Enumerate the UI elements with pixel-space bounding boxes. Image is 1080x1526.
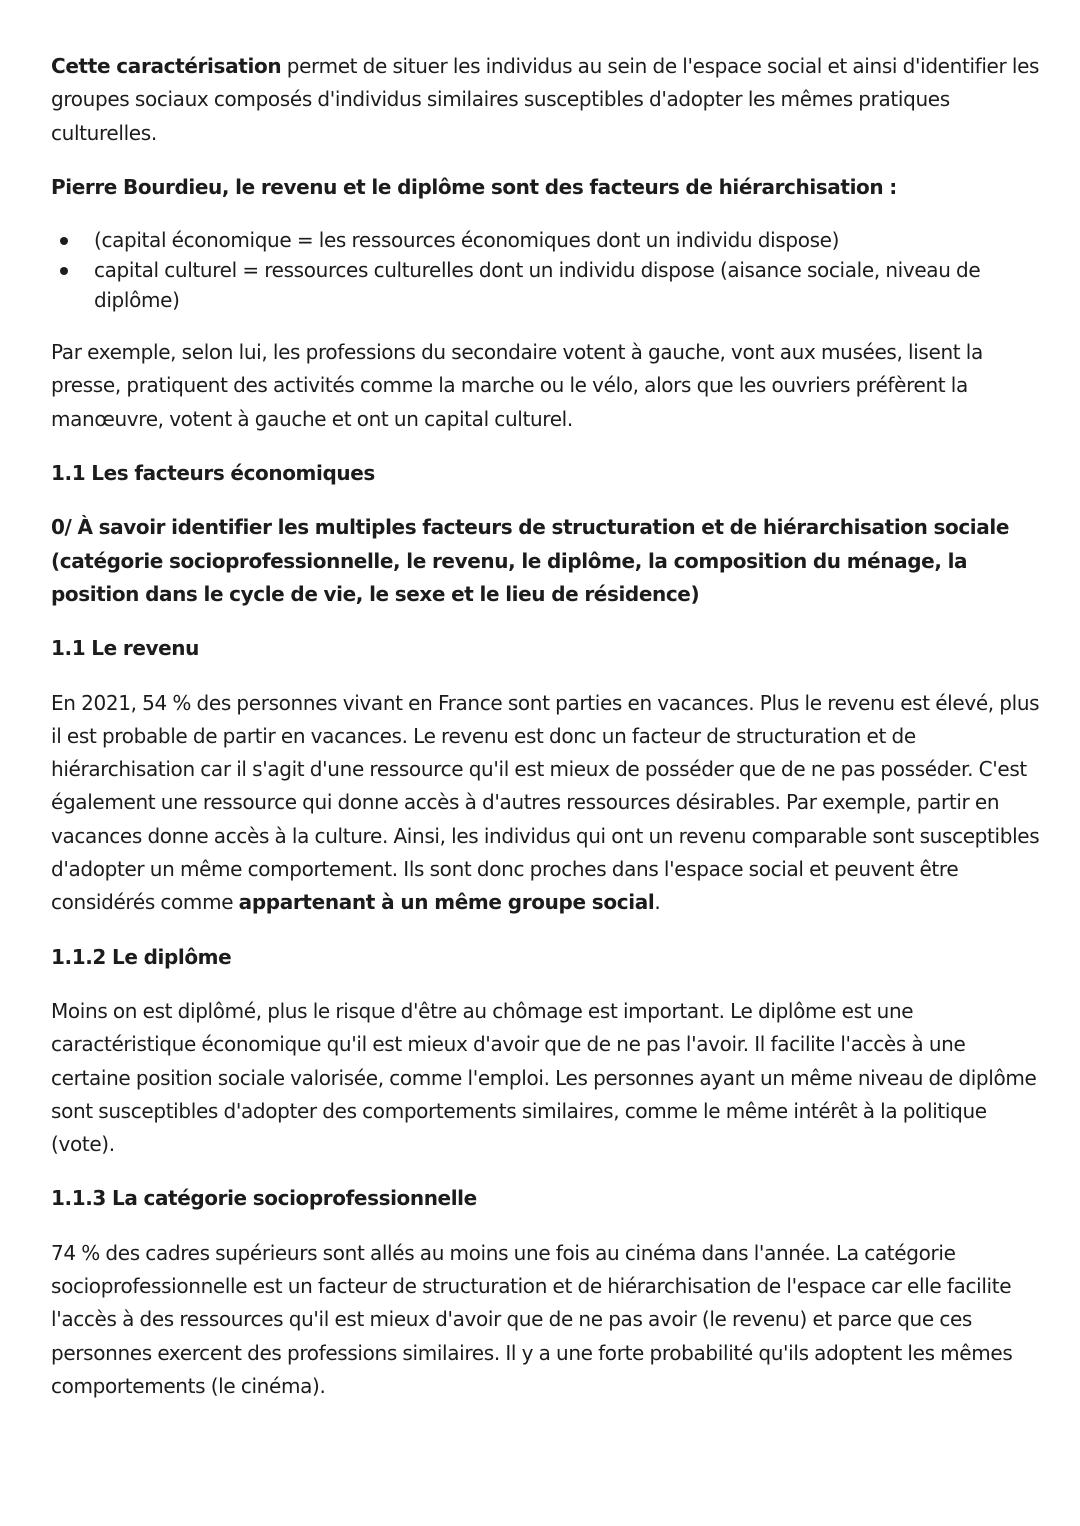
list-item xyxy=(94,255,1040,315)
revenu-bold-tail: appartenant à un même groupe social xyxy=(238,890,655,915)
bullet-icon xyxy=(60,267,68,275)
intro-text: permet de situer les individus au sein de l'espace social et ainsi d'identifier les groupes sociaux composés d'individus similaires susceptibles d'adopter les mêmes pratiques culturelles. xyxy=(51,54,1040,145)
capital-list xyxy=(51,225,1040,315)
intro-bold-lead: Cette caractérisation xyxy=(51,54,282,78)
list-item xyxy=(94,225,1040,255)
csp-paragraph: 74 % des cadres supérieurs sont allés au moins une fois au cinéma dans l'année. La catégorie socioprofessionnelle est un facteur de structuration et de hiérarchisation de l'espace car elle facilite l'accès à des ressources qu'il est mieux d'avoir que de ne pas avoir (le revenu) et parce que ces personnes exercent des professions similaires. Il y a une forte probabilité qu'ils adoptent les mêmes comportements (le cinéma). xyxy=(51,1240,1013,1398)
intro-paragraph xyxy=(51,50,1040,150)
list-item-text: (capital économique = les ressources économiques dont un individu dispose) xyxy=(94,228,840,253)
revenu-paragraph xyxy=(51,687,1040,920)
revenu-end: . xyxy=(654,890,661,915)
list-item-text: capital culturel = ressources culturelles dont un individu dispose (aisance sociale, niveau de diplôme) xyxy=(94,258,981,313)
bourdieu-heading: Pierre Bourdieu, le revenu et le diplôme sont des facteurs de hiérarchisation : xyxy=(51,174,897,199)
revenu-text: En 2021, 54 % des personnes vivant en France sont parties en vacances. Plus le revenu est élevé, plus il est probable de partir en vacances. Le revenu est donc un facteur de structuration et de hiérarchisation car il s'agit d'une ressource qu'il est mieux de posséder que de ne pas posséder. C'est également une ressource qui donne accès à d'autres ressources désirables. Par exemple, partir en vacances donne accès à la culture. Ainsi, les individus qui ont un revenu comparable sont susceptibles d'adopter un même comportement. Ils sont donc proches dans l'espace social et peuvent être considérés comme xyxy=(51,690,1040,915)
bullet-icon xyxy=(60,237,68,245)
csp-heading: 1.1.3 La catégorie socioprofessionnelle xyxy=(51,1186,477,1211)
diplome-paragraph: Moins on est diplômé, plus le risque d'être au chômage est important. Le diplôme est une caractéristique économique qu'il est mieux d'avoir que de ne pas l'avoir. Il facilite l'accès à une certaine position sociale valorisée, comme l'emploi. Les personnes ayant un même niveau de diplôme sont susceptibles d'adopter des comportements similaires, comme le même intérêt à la politique (vote). xyxy=(51,998,1037,1157)
diplome-heading: 1.1.2 Le diplôme xyxy=(51,944,232,969)
example-paragraph: Par exemple, selon lui, les professions du secondaire votent à gauche, vont aux musées, lisent la presse, pratiquent des activités comme la marche ou le vélo, alors que les ouvriers préfèrent la manœuvre, votent à gauche et ont un capital culturel. xyxy=(51,340,983,431)
objective-heading: 0/ À savoir identifier les multiples facteurs de structuration et de hiérarchisation sociale (catégorie socioprofessionnelle, le revenu, le diplôme, la composition du ménage, la position dans le cycle de vie, le sexe et le lieu de résidence) xyxy=(51,515,1009,606)
section-economic-heading: 1.1 Les facteurs économiques xyxy=(51,461,375,486)
revenu-heading: 1.1 Le revenu xyxy=(51,636,199,661)
